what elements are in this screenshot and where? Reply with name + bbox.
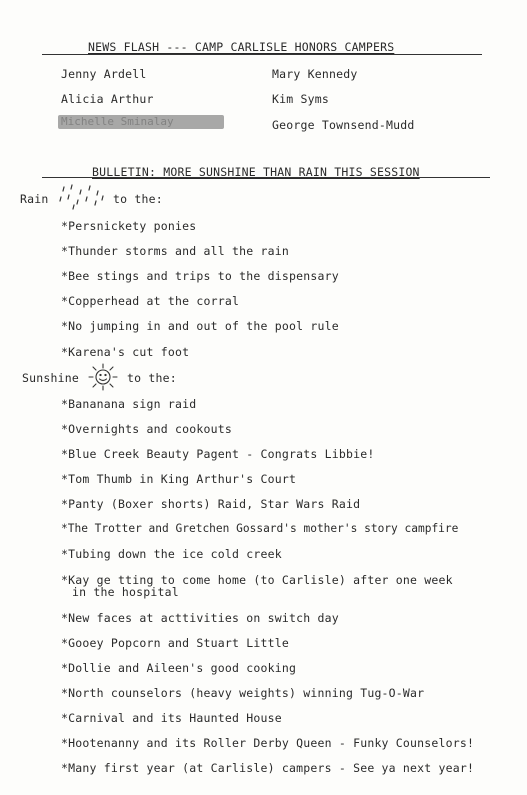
sunshine-item: *Bananana sign raid	[61, 397, 197, 411]
sunshine-item: *Many first year (at Carlisle) campers - See ya next year!	[61, 761, 475, 775]
sunshine-item: *Blue Creek Beauty Pagent - Congrats Libbie!	[61, 447, 375, 461]
smudged-honoree	[58, 115, 224, 129]
sunshine-suffix: to the:	[127, 371, 177, 385]
rain-item: *No jumping in and out of the pool rule	[61, 319, 339, 333]
rain-item: *Karena's cut foot	[61, 345, 190, 359]
rain-item: *Bee stings and trips to the dispensary	[61, 269, 339, 283]
smiling-sun-icon	[85, 362, 121, 392]
honoree-smudged-text: Michelle Sminalay	[61, 115, 174, 128]
honoree: Kim Syms	[272, 92, 329, 106]
rain-item: *Persnickety ponies	[61, 219, 197, 233]
sunshine-item: *Hootenanny and its Roller Derby Queen - Funky Counselors!	[61, 736, 475, 750]
sunshine-item: *Dollie and Aileen's good cooking	[61, 661, 297, 675]
sunshine-item-continuation: in the hospital	[72, 585, 179, 599]
sunshine-item: *Overnights and cookouts	[61, 422, 232, 436]
rain-item: *Copperhead at the corral	[61, 294, 240, 308]
sunshine-item: *Kay ge tting to come home (to Carlisle) after one week	[61, 573, 453, 587]
sunshine-label: Sunshine	[22, 371, 79, 385]
rain-item: *Thunder storms and all the rain	[61, 244, 289, 258]
sunshine-item: *Tubing down the ice cold creek	[61, 547, 282, 561]
sunshine-item: *Tom Thumb in King Arthur's Court	[61, 472, 297, 486]
honoree: Alicia Arthur	[61, 92, 154, 106]
rain-label: Rain	[20, 192, 49, 206]
sunshine-item: *The Trotter and Gretchen Gossard's mother's story campfire	[61, 522, 459, 535]
sunshine-item: *Panty (Boxer shorts) Raid, Star Wars Raid	[61, 497, 361, 511]
rain-drops-icon	[56, 184, 110, 210]
news-flash-header: NEWS FLASH --- CAMP CARLISLE HONORS CAMPERS	[88, 40, 395, 54]
honoree: Mary Kennedy	[272, 67, 358, 81]
sunshine-item: *New faces at acttivities on switch day	[61, 611, 339, 625]
honoree: George Townsend-Mudd	[272, 118, 415, 132]
bulletin-header: BULLETIN: MORE SUNSHINE THAN RAIN THIS SESSION	[92, 165, 420, 179]
sunshine-item: *Carnival and its Haunted House	[61, 711, 282, 725]
news-header-rule	[42, 54, 482, 55]
sunshine-item: *North counselors (heavy weights) winning Tug-O-War	[61, 686, 425, 700]
honoree: Jenny Ardell	[61, 67, 147, 81]
sunshine-item: *Gooey Popcorn and Stuart Little	[61, 636, 289, 650]
rain-suffix: to the:	[113, 192, 163, 206]
